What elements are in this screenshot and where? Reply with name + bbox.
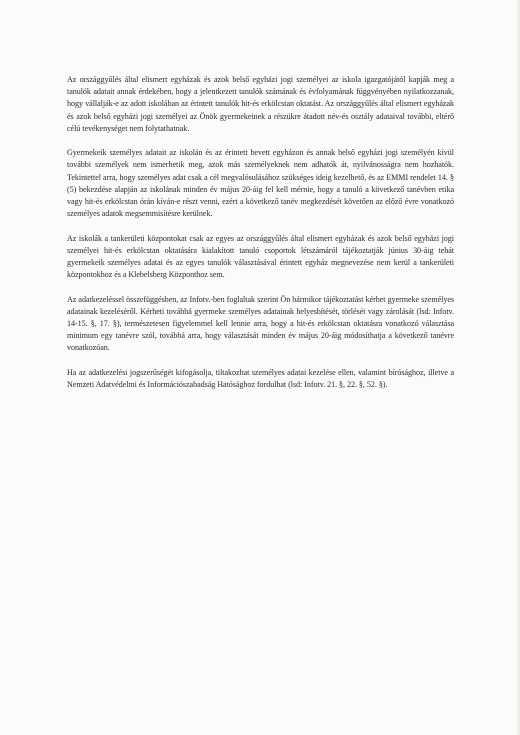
document-body (67, 74, 454, 403)
paragraph-district-reporting: Az iskolák a tankerületi központokat csak az egyes az országgyűlés által elismert egyházak és azok belső egyházi jogi személyei hit-és erkölcstan oktatására kialakított tanuló csoportok létszámáról tájékoztatják június 30-áig tehát gyermekeik személyes adatai és az egyes tanulók választásával érintett egyház megnevezése nem kerül a tankerületi központokhoz és a Klebelsberg Központhoz sem. (67, 233, 454, 280)
paragraph-complaint-options: Ha az adatkezelési jogszerűségét kifogásolja, tiltakozhat személyes adatai kezelése ellen, valamint bírósághoz, illetve a Nemzeti Adatvédelmi és Információszabadság Hatósághoz fordulhat (lsd: Infotv. 21. §, 22. §, 52. §). (67, 367, 454, 390)
paragraph-data-confidentiality: Gyermekeik személyes adatait az iskolán és az érintett bevett egyházon és annak belső egyházi jogi személyén kívül további személyek nem ismerhetik meg, azok más személyeknek nem adhatók át, nyilvánosságra nem hozhatók. Tekintettel arra, hogy személyes adat csak a cél megvalósulásához szükséges ideig kezelhető, és az EMMI rendelet 14. § (5) bekezdése alapján az iskolának minden év május 20-áig fel kell mérnie, hogy a tanuló a következő tanévben etika vagy hit-és erkölcstan órán kíván-e részt venni, ezért a következő tanév megkezdését követően az előző évre vonatkozó személyes adatok megsemmisítésre kerülnek. (67, 148, 454, 219)
paragraph-church-data-access: Az országgyűlés által elismert egyházak és azok belső egyházi jogi személyei az iskola igazgatójától kapják meg a tanulók adatait annak érdekében, hogy a jelentkezett tanulók számának és évfolyamának függvényében nyilatkozzanak, hogy vállalják-e az adott iskolában az érintett tanulók hit-és erkölcstan oktatást. Az országgyűlés által elismert egyházak és azok belső egyházi jogi személyei az Önök gyermekeinek a részükre átadott név-és osztály adataival további, eltérő célú tevékenységet nem folytathatnak. (67, 75, 454, 133)
paragraph-parent-rights: Az adatkezeléssel összefüggésben, az Infotv.-ben foglaltak szerint Ön bármikor tájékoztatást kérhet gyermeke személyes adatainak kezeléséről. Kérheti továbbá gyermeke személyes adatainak helyesbítését, törlését vagy zárolását (lsd: Infotv. 14-15. §, 17. §), természetesen figyelemmel kell lennie arra, hogy a hit-és erkölcstan oktatásra vonatkozó választása minimum egy tanévre szól, továbbá arra, hogy választását minden év május 20-áig módosíthatja a következő tanévre vonatkozóan. (67, 294, 454, 353)
